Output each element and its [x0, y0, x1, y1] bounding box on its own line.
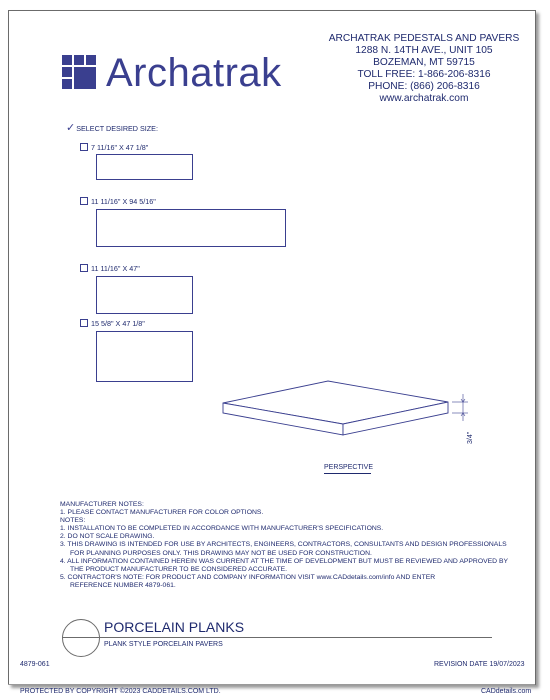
checkbox-icon[interactable] [80, 319, 88, 327]
copyright-notice: PROTECTED BY COPYRIGHT ©2023 CADDETAILS.COM LTD. [20, 688, 221, 695]
checkmark-icon: ✓ [66, 122, 76, 134]
company-name: ARCHATRAK PEDESTALS AND PAVERS [328, 33, 520, 44]
caddetails-link[interactable]: CADdetails.com [481, 688, 532, 695]
select-size-heading: ✓SELECT DESIRED SIZE: [66, 122, 158, 134]
logo-grid-icon [62, 55, 98, 91]
notes-heading: NOTES: [60, 517, 86, 525]
company-info [318, 33, 530, 105]
size-entry-box-4[interactable] [96, 331, 193, 382]
checkbox-icon[interactable] [80, 197, 88, 205]
title-underline [100, 637, 492, 638]
size-option-1[interactable]: 7 11/16" X 47 1/8" [80, 143, 148, 152]
notes-block [60, 501, 508, 590]
note-line: 3. THIS DRAWING IS INTENDED FOR USE BY ARCHITECTS, ENGINEERS, CONTRACTORS, CONSULTANTS AND DESIGN PROFESSIONALS [60, 541, 507, 549]
company-address: 1288 N. 14TH AVE., UNIT 105 [355, 45, 493, 56]
perspective-drawing [210, 372, 480, 462]
note-line: THE PRODUCT MANUFACTURER TO BE CONSIDERED ACCURATE. [70, 565, 288, 573]
note-line: 1. INSTALLATION TO BE COMPLETED IN ACCORDANCE WITH MANUFACTURER'S SPECIFICATIONS. [60, 525, 384, 533]
logo-wordmark: Archatrak [106, 51, 282, 95]
size-entry-box-1[interactable] [96, 154, 193, 180]
drawing-number: 4879-061 [20, 661, 50, 668]
detail-circle [62, 619, 100, 657]
checkbox-icon[interactable] [80, 264, 88, 272]
perspective-underline [324, 473, 371, 474]
checkbox-icon[interactable] [80, 143, 88, 151]
size-entry-box-2[interactable] [96, 209, 286, 247]
company-phone: PHONE: (866) 206-8316 [368, 81, 480, 92]
note-line: REFERENCE NUMBER 4879-061. [70, 581, 176, 589]
note-line: 2. DO NOT SCALE DRAWING. [60, 533, 155, 541]
note-line: 4. ALL INFORMATION CONTAINED HEREIN WAS CURRENT AT THE TIME OF DEVELOPMENT BUT MUST BE REVIEWED AND APPROVED BY [60, 557, 509, 565]
size-option-3[interactable]: 11 11/16" X 47" [80, 264, 140, 273]
drawing-subtitle: PLANK STYLE PORCELAIN PAVERS [104, 641, 223, 648]
revision-date: REVISION DATE 19/07/2023 [434, 661, 525, 668]
footer-divider [8, 684, 535, 685]
note-line: 5. CONTRACTOR'S NOTE: FOR PRODUCT AND COMPANY INFORMATION VISIT www.CADdetails.com/info AND ENTER [60, 573, 436, 581]
drawing-title: PORCELAIN PLANKS [104, 619, 245, 635]
company-toll-free: TOLL FREE: 1-866-206-8316 [357, 69, 491, 80]
manufacturer-note: 1. PLEASE CONTACT MANUFACTURER FOR COLOR OPTIONS. [60, 509, 264, 517]
company-city: BOZEMAN, MT 59715 [373, 57, 475, 68]
manufacturer-notes-heading: MANUFACTURER NOTES: [60, 501, 144, 508]
note-line: FOR PLANNING PURPOSES ONLY. THIS DRAWING MAY NOT BE USED FOR CONSTRUCTION. [70, 549, 372, 557]
perspective-label: PERSPECTIVE [324, 464, 374, 471]
size-option-4[interactable]: 15 5/8" X 47 1/8" [80, 319, 145, 328]
archatrak-logo [62, 51, 282, 95]
size-entry-box-3[interactable] [96, 276, 193, 314]
company-website[interactable]: www.archatrak.com [379, 93, 469, 104]
detail-circle-divider [62, 637, 99, 638]
size-option-2[interactable]: 11 11/16" X 94 5/16" [80, 197, 156, 206]
thickness-label: 3/4" [467, 431, 474, 444]
